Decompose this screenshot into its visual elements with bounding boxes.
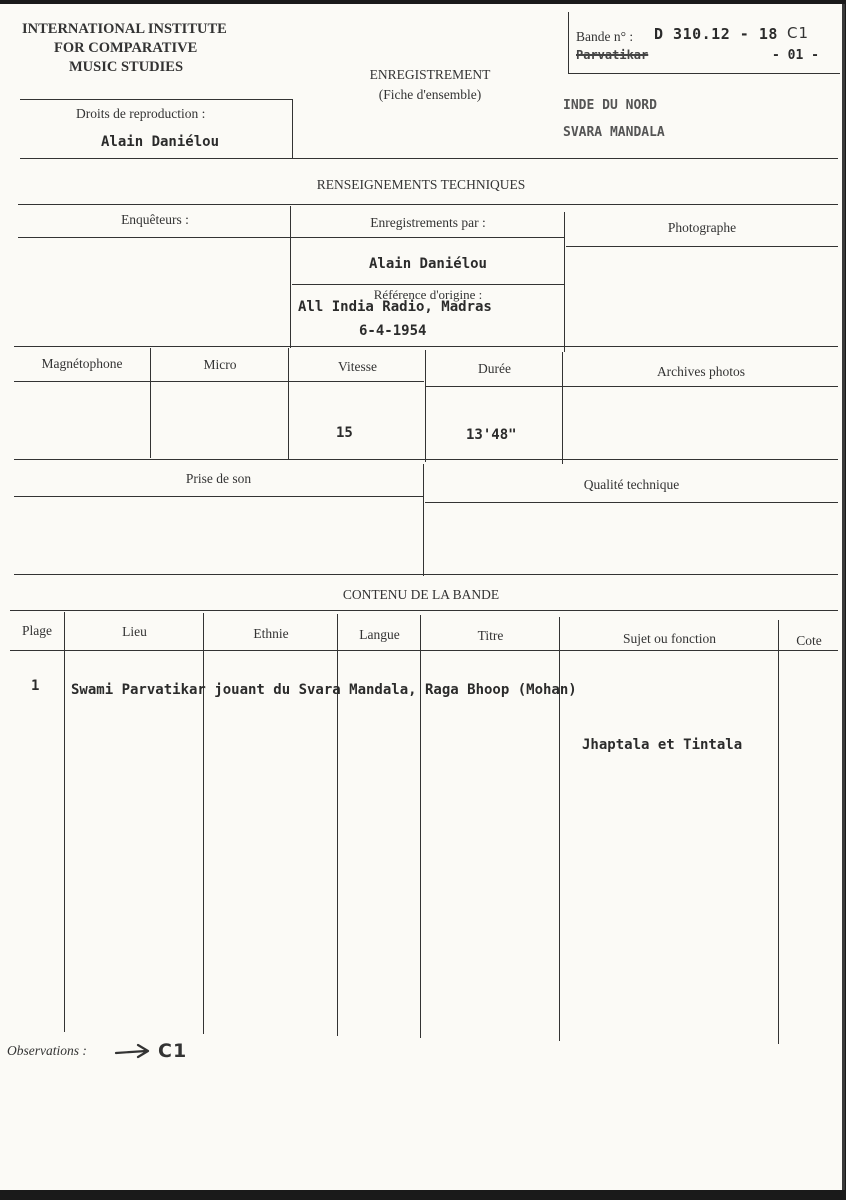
form-title-sub: (Fiche d'ensemble) (378, 87, 482, 102)
observations-arrow-icon (114, 1040, 154, 1067)
bande-struck-text: Parvatikar (576, 48, 649, 62)
form-title-main: ENREGISTREMENT (369, 67, 491, 82)
technical-section-title: RENSEIGNEMENTS TECHNIQUES (316, 177, 526, 192)
bande-handwritten: C1 (787, 24, 810, 42)
row-description: Swami Parvatikar jouant du Svara Mandala, Raga Bhoop (Mohan) (71, 682, 577, 698)
row-plage: 1 (31, 678, 40, 694)
recording-date: 6-4-1954 (359, 323, 427, 339)
region-stamp: INDE DU NORD (563, 98, 657, 113)
reference-value: All India Radio, Madras (298, 299, 492, 315)
archives-label: Archives photos (656, 364, 746, 379)
column-header-titre: Titre (477, 628, 504, 643)
institute-line-3: MUSIC STUDIES (69, 59, 184, 75)
enregistrements-value: Alain Daniélou (368, 256, 487, 272)
contents-section-title: CONTENU DE LA BANDE (342, 587, 500, 602)
institute-name (22, 20, 252, 77)
column-header-lieu: Lieu (122, 624, 147, 639)
photographe-label: Photographe (667, 220, 737, 235)
enregistrements-label: Enregistrements par : (370, 215, 486, 230)
column-header-cote: Cote (796, 633, 822, 648)
rights-label: Droits de reproduction : (76, 106, 206, 121)
observations-label: Observations : (7, 1043, 87, 1058)
column-header-plage: Plage (22, 623, 52, 638)
document-sheet (0, 4, 845, 1190)
form-title (340, 65, 520, 105)
magnetophone-label: Magnétophone (41, 356, 123, 371)
rights-value: Alain Daniélou (101, 134, 220, 150)
instrument-stamp: SVARA MANDALA (563, 125, 665, 140)
vitesse-label: Vitesse (338, 359, 377, 374)
reference-label: Référence d'origine : (373, 287, 483, 302)
column-header-ethnie: Ethnie (253, 626, 289, 641)
row-sujet: Jhaptala et Tintala (582, 737, 743, 753)
duree-value: 13'48" (466, 427, 517, 443)
bande-label: Bande n° : (576, 29, 634, 44)
enqueteurs-label: Enquêteurs : (121, 212, 189, 227)
qualite-label: Qualité technique (583, 477, 680, 492)
column-header-langue: Langue (359, 627, 400, 642)
micro-label: Micro (203, 357, 237, 372)
column-header-sujet: Sujet ou fonction (623, 631, 716, 646)
institute-line-2: FOR COMPARATIVE (54, 40, 198, 56)
vitesse-value: 15 (336, 425, 353, 441)
prise-label: Prise de son (185, 471, 252, 486)
duree-label: Durée (478, 361, 511, 376)
observations-value: C1 (158, 1040, 188, 1062)
bande-number: D 310.12 - 18 (654, 25, 778, 43)
bande-suffix: - 01 - (772, 48, 819, 63)
institute-line-1: INTERNATIONAL INSTITUTE (22, 21, 227, 37)
